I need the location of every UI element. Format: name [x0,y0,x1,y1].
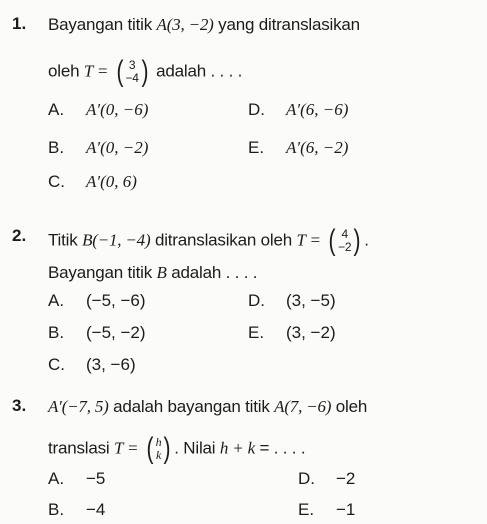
vec-bottom: −4 [125,71,139,85]
q3-point1: A′(−7, 5) [48,397,109,416]
q2-dot: . [364,230,369,250]
right-paren: ) [141,55,149,88]
q2-stem-b: ditranslasikan oleh [154,230,292,250]
q1-stem-b: yang ditranslasikan [218,15,360,34]
q1-stem-a: Bayangan titik [48,15,152,34]
q2-translation-vector [327,226,362,256]
q2-stem-line2 [48,262,257,284]
q2-option-c[interactable]: C. (3, −6) [48,355,136,374]
right-paren: ) [163,432,171,465]
q1-option-b[interactable]: B. A′(0, −2) [48,138,149,157]
vec-top: 4 [341,227,348,241]
q1-number: 1. [12,14,27,33]
q2-option-b[interactable]: B. (−5, −2) [48,323,146,342]
q3-expr: h + k [219,438,255,458]
q1-option-a[interactable]: A. A′(0, −6) [48,100,149,119]
q1-stem-line2 [48,57,242,87]
left-paren: ( [328,224,336,257]
q1-translation-vector [115,57,150,87]
q3-number: 3. [12,396,27,415]
q3-option-d[interactable]: D. −2 [298,469,356,488]
q3-stem-b: oleh [335,397,368,416]
vec-top: 3 [128,58,136,72]
q1-option-e[interactable]: E. A′(6, −2) [248,138,349,157]
vector-components [155,436,163,462]
q2-line2-a: Bayangan titik [48,263,152,282]
q1-line2-b: adalah . . . . [156,61,243,81]
q2-t-eq: T = [296,230,321,250]
q3-t-eq: T = [114,438,139,458]
vec-bottom: k [155,448,162,462]
q2-option-a[interactable]: A. (−5, −6) [48,291,146,310]
vec-bottom: −2 [338,240,352,254]
q1-t-eq: T = [83,61,109,81]
vec-top: h [155,435,162,449]
q2-number: 2. [12,226,27,245]
left-paren: ( [146,432,154,465]
q3-point2: A(7, −6) [274,397,332,416]
q1-line2-a: oleh [48,61,80,81]
q2-line2-b: adalah . . . . [171,263,258,282]
vector-components [337,228,352,254]
q3-translation-vector [145,434,172,464]
q2-line2-var: B [156,263,167,282]
q2-point: B(−1, −4) [82,230,151,250]
q2-stem-line1 [48,226,369,256]
q1-option-c[interactable]: C. A′(0, 6) [48,172,137,191]
q2-option-e[interactable]: E. (3, −2) [248,323,336,342]
q3-line2-b: . Nilai [174,438,216,458]
vector-components [124,59,139,85]
q3-stem-line2 [48,434,305,464]
q3-line2-a: translasi [48,438,110,458]
q3-option-a[interactable]: A. −5 [48,469,106,488]
q3-line2-c: = . . . . [259,438,306,458]
q3-option-e[interactable]: E. −1 [298,500,356,519]
q3-stem-line1 [48,396,367,418]
right-paren: ) [353,224,361,257]
q3-option-b[interactable]: B. −4 [48,500,106,519]
q1-point: A(3, −2) [156,15,214,34]
q2-option-d[interactable]: D. (3, −5) [248,291,336,310]
q1-stem-line1 [48,14,360,36]
q2-stem-a: Titik [48,230,78,250]
left-paren: ( [116,55,124,88]
q3-stem-a: adalah bayangan titik [113,397,270,416]
q1-option-d[interactable]: D. A′(6, −6) [248,100,349,119]
